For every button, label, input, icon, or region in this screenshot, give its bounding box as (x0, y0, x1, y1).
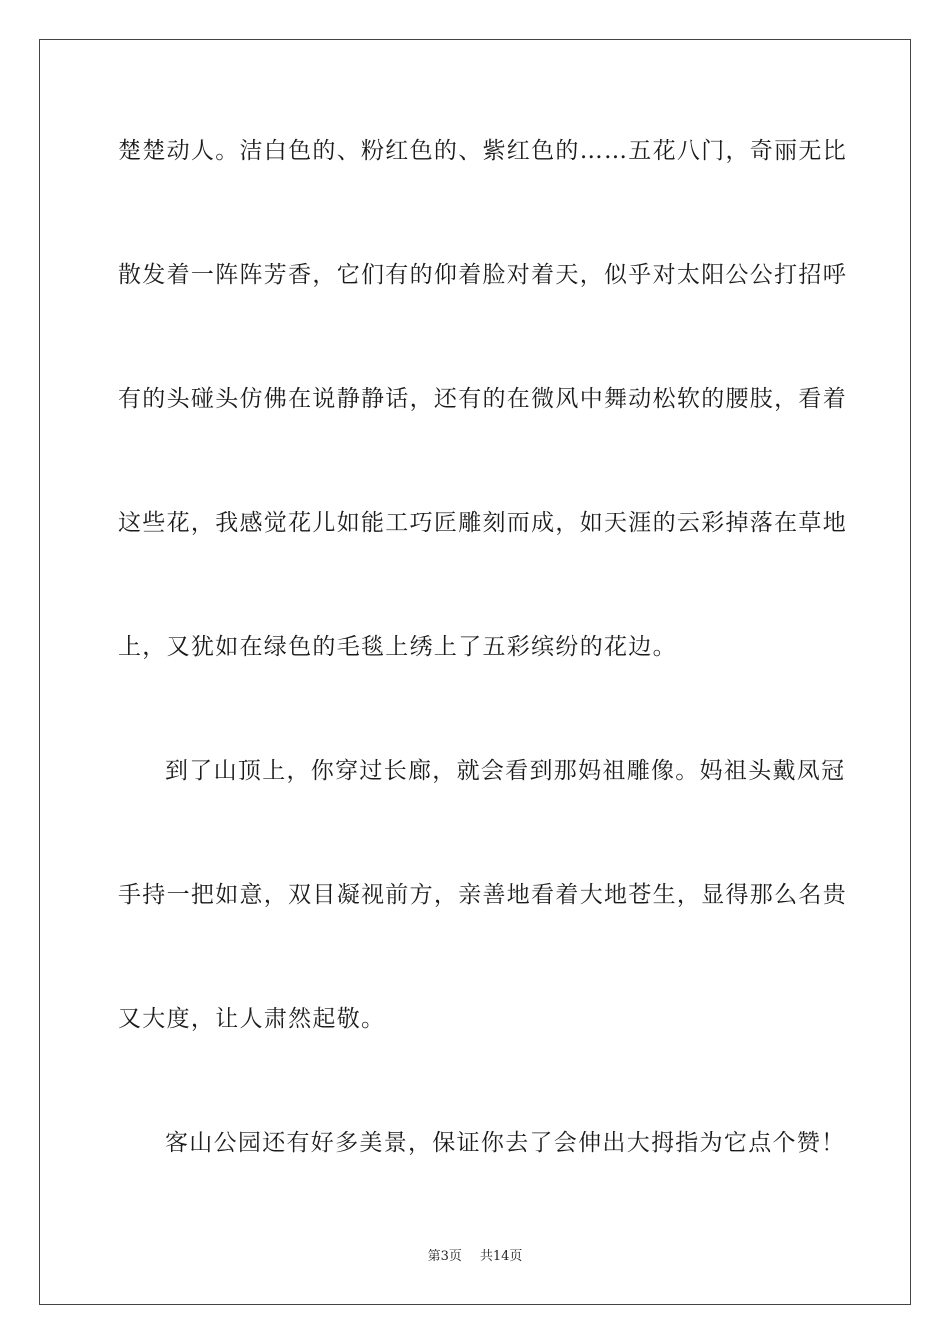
body-text-line: 手持一把如意，双目凝视前方，亲善地看着大地苍生，显得那么名贵 (118, 882, 847, 908)
page-total: 共14页 (479, 1249, 523, 1264)
page-number: 第3页 (427, 1249, 462, 1264)
body-text-line: 有的头碰头仿佛在说静静话，还有的在微风中舞动松软的腰肢，看着 (118, 386, 847, 412)
body-text-line: 又大度，让人肃然起敬。 (118, 1006, 386, 1032)
paragraph-first-line: 到了山顶上，你穿过长廊，就会看到那妈祖雕像。妈祖头戴凤冠 (165, 758, 846, 784)
paragraph-first-line: 客山公园还有好多美景，保证你去了会伸出大拇指为它点个赞！ (165, 1130, 846, 1156)
body-text-line: 这些花，我感觉花儿如能工巧匠雕刻而成，如天涯的云彩掉落在草地 (118, 510, 847, 536)
page-footer (0, 1248, 950, 1266)
body-text-line: 散发着一阵阵芳香，它们有的仰着脸对着天，似乎对太阳公公打招呼 (118, 262, 847, 288)
body-text-line: 楚楚动人。洁白色的、粉红色的、紫红色的……五花八门，奇丽无比 (118, 138, 847, 164)
body-text-line: 上，又犹如在绿色的毛毯上绣上了五彩缤纷的花边。 (118, 634, 677, 660)
page-border (39, 39, 911, 1305)
